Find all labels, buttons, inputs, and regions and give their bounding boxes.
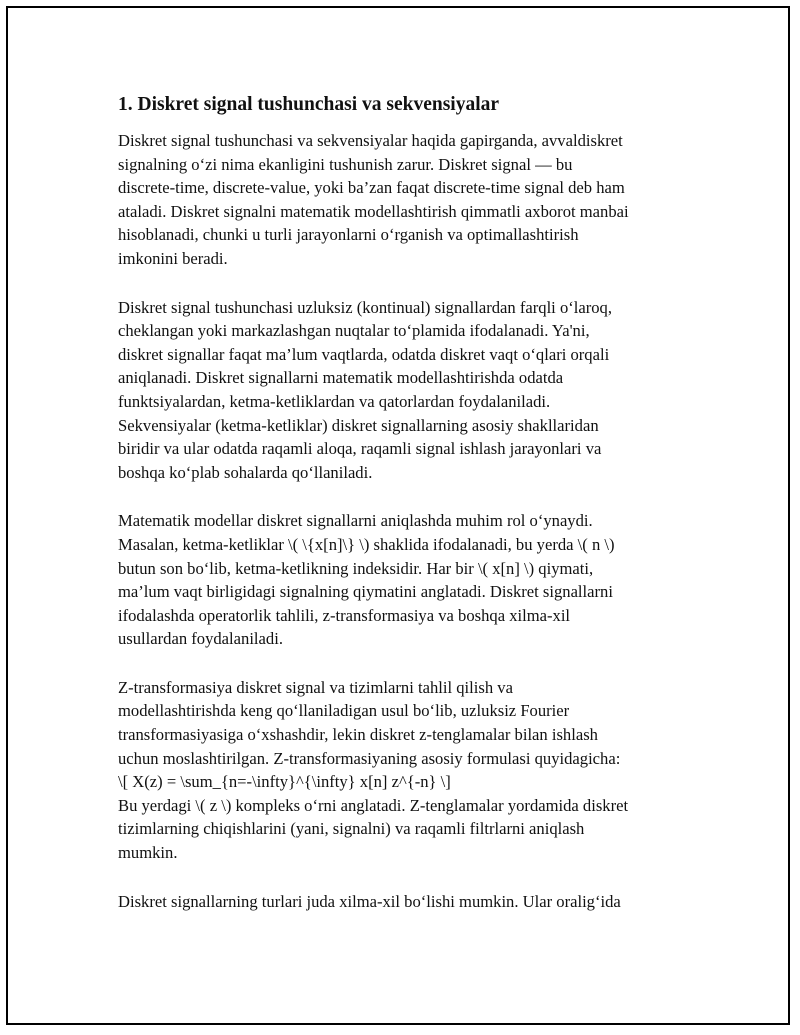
text-line: Diskret signal tushunchasi uzluksiz (kontinual) signallardan farqli o‘laroq, xyxy=(118,297,613,317)
text-line: Matematik modellar diskret signallarni aniqlashda muhim rol o‘ynaydi. xyxy=(118,511,593,531)
text-line: discrete-time, discrete-value, yoki ba’zan faqat discrete-time signal deb ham xyxy=(118,178,625,198)
paragraph xyxy=(118,129,698,271)
text-line: usullardan foydalaniladi. xyxy=(118,629,283,649)
text-line: cheklangan yoki markazlashgan nuqtalar to‘plamida ifodalanadi. Ya'ni, xyxy=(118,321,590,341)
text-line: Masalan, ketma-ketliklar \( \{x[n]\} \) shaklida ifodalanadi, bu yerda \( n \) xyxy=(118,534,615,554)
section-heading: 1. Diskret signal tushunchasi va sekvensiyalar xyxy=(118,94,500,115)
text-line: hisoblanadi, chunki u turli jarayonlarni o‘rganish va optimallashtirish xyxy=(118,225,579,245)
paragraph xyxy=(118,509,698,651)
text-line: Sekvensiyalar (ketma-ketliklar) diskret signallarning asosiy shakllaridan xyxy=(118,415,599,435)
text-line: boshqa ko‘plab sohalarda qo‘llaniladi. xyxy=(118,462,373,482)
formula-line: \[ X(z) = \sum_{n=-\infty}^{\infty} x[n] z^{-n} \] xyxy=(118,772,451,792)
document-body xyxy=(118,92,698,913)
text-line: imkonini beradi. xyxy=(118,248,228,268)
text-line: diskret signallar faqat ma’lum vaqtlarda, odatda diskret vaqt o‘qlari orqali xyxy=(118,344,610,364)
text-line: tizimlarning chiqishlarini (yani, signalni) va raqamli filtrlarni aniqlash xyxy=(118,819,585,839)
text-line: Diskret signal tushunchasi va sekvensiyalar haqida gapirganda, avvaldiskret xyxy=(118,131,623,150)
text-line: ataladi. Diskret signalni matematik modellashtirish qimmatli axborot manbai xyxy=(118,201,629,221)
paragraph xyxy=(118,296,698,485)
paragraph xyxy=(118,890,698,914)
text-line: Diskret signallarning turlari juda xilma-xil bo‘lishi mumkin. Ular oralig‘ida xyxy=(118,891,621,911)
text-line: butun son bo‘lib, ketma-ketlikning indeksidir. Har bir \( x[n] \) qiymati, xyxy=(118,558,594,578)
text-line: uchun moslashtirilgan. Z-transformasiyaning asosiy formulasi quyidagicha: xyxy=(118,748,621,768)
text-line: modellashtirishda keng qo‘llaniladigan usul bo‘lib, uzluksiz Fourier xyxy=(118,701,570,721)
paragraph xyxy=(118,676,698,865)
text-line: aniqlanadi. Diskret signallarni matematik modellashtirishda odatda xyxy=(118,368,564,388)
text-line: mumkin. xyxy=(118,843,178,863)
text-line: ifodalashda operatorlik tahlili, z-transformasiya va boshqa xilma-xil xyxy=(118,605,571,625)
text-line: Bu yerdagi \( z \) kompleks o‘rni anglatadi. Z-tenglamalar yordamida diskret xyxy=(118,795,629,815)
text-line: ma’lum vaqt birligidagi signalning qiymatini anglatadi. Diskret signallarni xyxy=(118,582,613,602)
text-line: signalning o‘zi nima ekanligini tushunish zarur. Diskret signal — bu xyxy=(118,154,573,174)
text-line: funktsiyalardan, ketma-ketliklardan va qatorlardan foydalaniladi. xyxy=(118,391,551,411)
text-line: biridir va ular odatda raqamli aloqa, raqamli signal ishlash jarayonlari va xyxy=(118,439,602,459)
text-line: transformasiyasiga o‘xshashdir, lekin diskret z-tenglamalar bilan ishlash xyxy=(118,725,598,745)
text-line: Z-transformasiya diskret signal va tizimlarni tahlil qilish va xyxy=(118,677,513,697)
